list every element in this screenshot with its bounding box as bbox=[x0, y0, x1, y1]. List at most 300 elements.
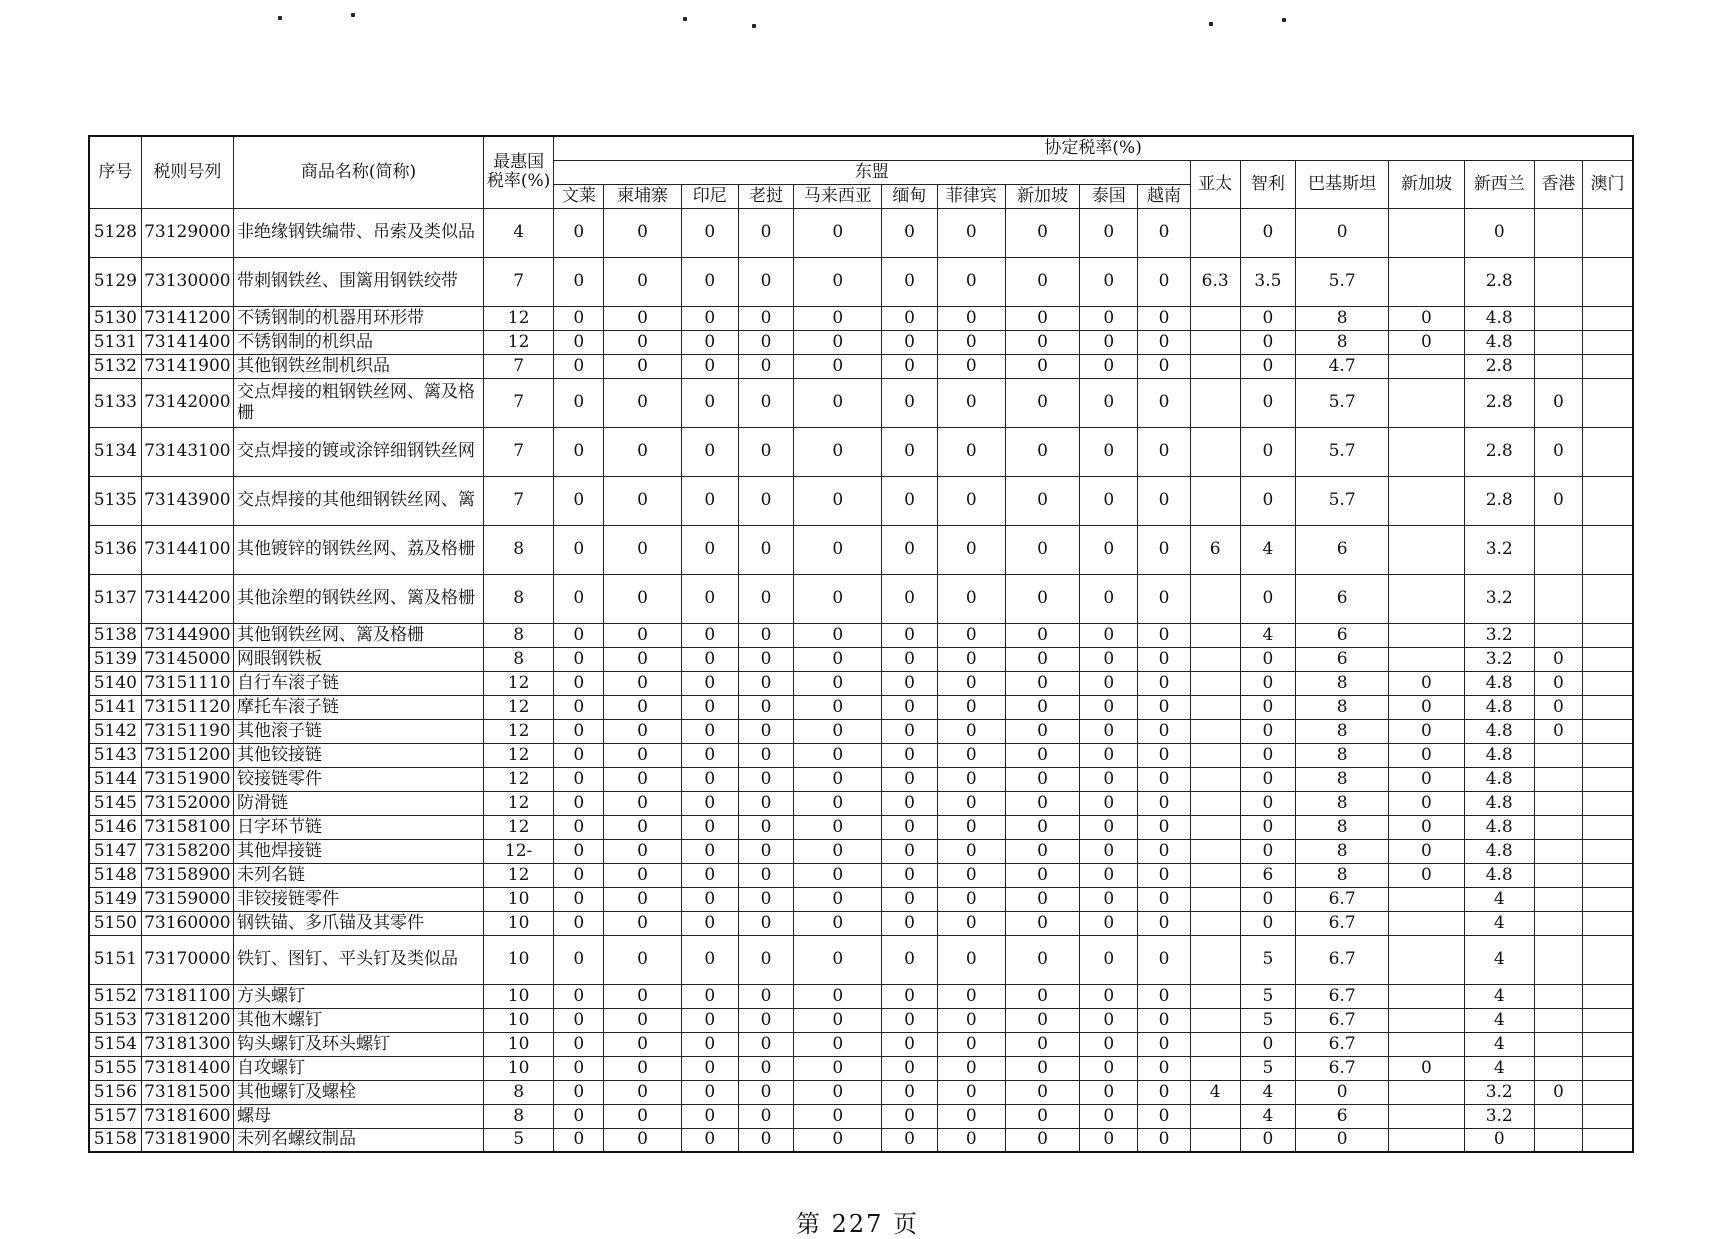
scan-speck bbox=[278, 16, 282, 20]
cell-asean-rate: 0 bbox=[681, 767, 738, 791]
cell-partner-rate bbox=[1190, 1032, 1240, 1056]
cell-partner-rate bbox=[1190, 1128, 1240, 1152]
cell-mfn: 10 bbox=[483, 935, 553, 984]
cell-asean-rate: 0 bbox=[1138, 1056, 1190, 1080]
cell-asean-rate: 0 bbox=[794, 306, 882, 330]
cell-asean-rate: 0 bbox=[1138, 1128, 1190, 1152]
cell-mfn: 7 bbox=[483, 378, 553, 427]
header-asean-member: 印尼 bbox=[681, 184, 738, 208]
cell-partner-rate: 0 bbox=[1240, 791, 1295, 815]
table-row bbox=[89, 525, 1633, 574]
table-row bbox=[89, 1104, 1633, 1128]
cell-partner-rate bbox=[1389, 1080, 1464, 1104]
cell-asean-rate: 0 bbox=[681, 911, 738, 935]
cell-asean-rate: 0 bbox=[1005, 719, 1079, 743]
cell-asean-rate: 0 bbox=[794, 815, 882, 839]
cell-asean-rate: 0 bbox=[554, 623, 604, 647]
cell-seq: 5156 bbox=[89, 1080, 141, 1104]
cell-asean-rate: 0 bbox=[794, 1104, 882, 1128]
cell-asean-rate: 0 bbox=[1138, 1032, 1190, 1056]
cell-asean-rate: 0 bbox=[681, 815, 738, 839]
cell-partner-rate: 5 bbox=[1240, 984, 1295, 1008]
cell-asean-rate: 0 bbox=[1080, 476, 1138, 525]
cell-asean-rate: 0 bbox=[738, 1128, 793, 1152]
cell-asean-rate: 0 bbox=[794, 1056, 882, 1080]
cell-asean-rate: 0 bbox=[604, 1056, 681, 1080]
cell-name: 铰接链零件 bbox=[234, 767, 484, 791]
cell-asean-rate: 0 bbox=[738, 1056, 793, 1080]
cell-asean-rate: 0 bbox=[794, 887, 882, 911]
cell-mfn: 12 bbox=[483, 815, 553, 839]
table-row bbox=[89, 574, 1633, 623]
cell-asean-rate: 0 bbox=[681, 623, 738, 647]
cell-partner-rate bbox=[1190, 815, 1240, 839]
cell-partner-rate bbox=[1190, 791, 1240, 815]
cell-partner-rate bbox=[1190, 839, 1240, 863]
header-code: 税则号列 bbox=[141, 136, 233, 208]
cell-asean-rate: 0 bbox=[738, 623, 793, 647]
cell-partner-rate: 6.7 bbox=[1295, 911, 1388, 935]
cell-partner-rate bbox=[1389, 911, 1464, 935]
header-asean-member: 越南 bbox=[1138, 184, 1190, 208]
cell-partner-rate: 0 bbox=[1240, 647, 1295, 671]
cell-asean-rate: 0 bbox=[937, 743, 1005, 767]
cell-partner-rate: 5.7 bbox=[1295, 476, 1388, 525]
cell-asean-rate: 0 bbox=[738, 815, 793, 839]
cell-asean-rate: 0 bbox=[1005, 647, 1079, 671]
cell-asean-rate: 0 bbox=[604, 719, 681, 743]
cell-partner-rate bbox=[1534, 306, 1582, 330]
cell-asean-rate: 0 bbox=[937, 695, 1005, 719]
cell-name: 其他铰接链 bbox=[234, 743, 484, 767]
cell-partner-rate bbox=[1389, 427, 1464, 476]
cell-seq: 5151 bbox=[89, 935, 141, 984]
cell-asean-rate: 0 bbox=[554, 427, 604, 476]
cell-asean-rate: 0 bbox=[604, 743, 681, 767]
cell-asean-rate: 0 bbox=[1080, 695, 1138, 719]
cell-asean-rate: 0 bbox=[794, 623, 882, 647]
cell-partner-rate bbox=[1190, 647, 1240, 671]
cell-asean-rate: 0 bbox=[681, 306, 738, 330]
cell-mfn: 10 bbox=[483, 984, 553, 1008]
table-row bbox=[89, 427, 1633, 476]
cell-partner-rate bbox=[1534, 623, 1582, 647]
cell-name: 不锈钢制的机织品 bbox=[234, 330, 484, 354]
table-row bbox=[89, 935, 1633, 984]
cell-name: 网眼钢铁板 bbox=[234, 647, 484, 671]
cell-mfn: 12 bbox=[483, 767, 553, 791]
header-partner: 新西兰 bbox=[1464, 160, 1534, 208]
cell-mfn: 10 bbox=[483, 887, 553, 911]
cell-partner-rate bbox=[1583, 839, 1633, 863]
cell-asean-rate: 0 bbox=[604, 1128, 681, 1152]
cell-partner-rate bbox=[1583, 1128, 1633, 1152]
cell-asean-rate: 0 bbox=[554, 719, 604, 743]
cell-partner-rate: 6.7 bbox=[1295, 1032, 1388, 1056]
table-row bbox=[89, 1080, 1633, 1104]
cell-asean-rate: 0 bbox=[937, 574, 1005, 623]
cell-partner-rate: 3.2 bbox=[1464, 623, 1534, 647]
cell-asean-rate: 0 bbox=[882, 984, 937, 1008]
cell-seq: 5136 bbox=[89, 525, 141, 574]
cell-partner-rate bbox=[1583, 671, 1633, 695]
table-row bbox=[89, 623, 1633, 647]
cell-asean-rate: 0 bbox=[882, 839, 937, 863]
cell-partner-rate bbox=[1534, 1008, 1582, 1032]
cell-name: 自攻螺钉 bbox=[234, 1056, 484, 1080]
cell-asean-rate: 0 bbox=[794, 1008, 882, 1032]
cell-code: 73181200 bbox=[141, 1008, 233, 1032]
cell-asean-rate: 0 bbox=[882, 623, 937, 647]
cell-name: 其他木螺钉 bbox=[234, 1008, 484, 1032]
cell-partner-rate: 6 bbox=[1295, 1104, 1388, 1128]
cell-partner-rate: 0 bbox=[1534, 1080, 1582, 1104]
cell-seq: 5150 bbox=[89, 911, 141, 935]
cell-asean-rate: 0 bbox=[1005, 476, 1079, 525]
cell-partner-rate bbox=[1190, 623, 1240, 647]
cell-partner-rate bbox=[1389, 623, 1464, 647]
cell-asean-rate: 0 bbox=[604, 1008, 681, 1032]
cell-asean-rate: 0 bbox=[738, 935, 793, 984]
cell-partner-rate: 6.7 bbox=[1295, 887, 1388, 911]
cell-partner-rate: 0 bbox=[1295, 1128, 1388, 1152]
cell-partner-rate: 0 bbox=[1240, 911, 1295, 935]
cell-partner-rate bbox=[1190, 743, 1240, 767]
cell-partner-rate: 0 bbox=[1240, 1128, 1295, 1152]
cell-mfn: 10 bbox=[483, 1008, 553, 1032]
cell-partner-rate: 4.8 bbox=[1464, 839, 1534, 863]
cell-asean-rate: 0 bbox=[604, 354, 681, 378]
cell-partner-rate: 6 bbox=[1295, 647, 1388, 671]
cell-partner-rate bbox=[1389, 984, 1464, 1008]
cell-asean-rate: 0 bbox=[604, 911, 681, 935]
cell-asean-rate: 0 bbox=[1005, 911, 1079, 935]
cell-asean-rate: 0 bbox=[554, 743, 604, 767]
cell-asean-rate: 0 bbox=[554, 671, 604, 695]
cell-partner-rate: 0 bbox=[1534, 427, 1582, 476]
cell-asean-rate: 0 bbox=[681, 935, 738, 984]
cell-partner-rate: 4 bbox=[1190, 1080, 1240, 1104]
cell-asean-rate: 0 bbox=[681, 743, 738, 767]
cell-asean-rate: 0 bbox=[937, 984, 1005, 1008]
header-partner: 亚太 bbox=[1190, 160, 1240, 208]
table-row bbox=[89, 1056, 1633, 1080]
cell-asean-rate: 0 bbox=[1138, 1080, 1190, 1104]
cell-asean-rate: 0 bbox=[554, 208, 604, 257]
cell-asean-rate: 0 bbox=[1005, 695, 1079, 719]
cell-code: 73181100 bbox=[141, 984, 233, 1008]
cell-partner-rate bbox=[1190, 911, 1240, 935]
cell-partner-rate bbox=[1583, 791, 1633, 815]
cell-partner-rate: 0 bbox=[1534, 719, 1582, 743]
cell-partner-rate: 4.8 bbox=[1464, 306, 1534, 330]
cell-asean-rate: 0 bbox=[1080, 863, 1138, 887]
cell-asean-rate: 0 bbox=[681, 1080, 738, 1104]
cell-asean-rate: 0 bbox=[604, 671, 681, 695]
cell-asean-rate: 0 bbox=[882, 1128, 937, 1152]
cell-code: 73141200 bbox=[141, 306, 233, 330]
cell-asean-rate: 0 bbox=[1080, 984, 1138, 1008]
cell-seq: 5152 bbox=[89, 984, 141, 1008]
cell-partner-rate: 0 bbox=[1240, 671, 1295, 695]
cell-partner-rate: 3.5 bbox=[1240, 257, 1295, 306]
cell-asean-rate: 0 bbox=[681, 647, 738, 671]
cell-asean-rate: 0 bbox=[1080, 427, 1138, 476]
cell-code: 73129000 bbox=[141, 208, 233, 257]
cell-code: 73151190 bbox=[141, 719, 233, 743]
cell-seq: 5146 bbox=[89, 815, 141, 839]
cell-asean-rate: 0 bbox=[738, 887, 793, 911]
cell-partner-rate: 0 bbox=[1534, 476, 1582, 525]
cell-partner-rate bbox=[1190, 767, 1240, 791]
cell-mfn: 12 bbox=[483, 791, 553, 815]
cell-asean-rate: 0 bbox=[1138, 815, 1190, 839]
table-row bbox=[89, 354, 1633, 378]
cell-asean-rate: 0 bbox=[1005, 815, 1079, 839]
cell-mfn: 7 bbox=[483, 257, 553, 306]
cell-asean-rate: 0 bbox=[937, 911, 1005, 935]
table-row bbox=[89, 743, 1633, 767]
cell-asean-rate: 0 bbox=[738, 671, 793, 695]
cell-asean-rate: 0 bbox=[1005, 935, 1079, 984]
cell-asean-rate: 0 bbox=[554, 330, 604, 354]
cell-asean-rate: 0 bbox=[882, 525, 937, 574]
cell-partner-rate: 2.8 bbox=[1464, 476, 1534, 525]
cell-name: 铁钉、图钉、平头钉及类似品 bbox=[234, 935, 484, 984]
cell-asean-rate: 0 bbox=[554, 378, 604, 427]
cell-partner-rate: 4 bbox=[1240, 1080, 1295, 1104]
cell-partner-rate bbox=[1389, 208, 1464, 257]
table-row bbox=[89, 647, 1633, 671]
cell-partner-rate bbox=[1389, 354, 1464, 378]
cell-partner-rate: 8 bbox=[1295, 330, 1388, 354]
cell-partner-rate: 0 bbox=[1389, 767, 1464, 791]
cell-asean-rate: 0 bbox=[1138, 695, 1190, 719]
cell-asean-rate: 0 bbox=[1080, 623, 1138, 647]
cell-partner-rate: 6 bbox=[1295, 623, 1388, 647]
cell-asean-rate: 0 bbox=[604, 427, 681, 476]
cell-code: 73158200 bbox=[141, 839, 233, 863]
cell-partner-rate: 6.7 bbox=[1295, 935, 1388, 984]
cell-partner-rate bbox=[1190, 354, 1240, 378]
cell-asean-rate: 0 bbox=[1138, 984, 1190, 1008]
cell-mfn: 7 bbox=[483, 354, 553, 378]
cell-partner-rate: 8 bbox=[1295, 815, 1388, 839]
cell-asean-rate: 0 bbox=[554, 1008, 604, 1032]
cell-partner-rate: 0 bbox=[1240, 815, 1295, 839]
cell-partner-rate: 4.8 bbox=[1464, 863, 1534, 887]
cell-asean-rate: 0 bbox=[1138, 719, 1190, 743]
cell-partner-rate: 4 bbox=[1464, 1008, 1534, 1032]
cell-partner-rate bbox=[1389, 378, 1464, 427]
cell-asean-rate: 0 bbox=[1080, 671, 1138, 695]
cell-partner-rate: 4.8 bbox=[1464, 671, 1534, 695]
cell-partner-rate bbox=[1389, 1128, 1464, 1152]
cell-asean-rate: 0 bbox=[1005, 574, 1079, 623]
table-row bbox=[89, 330, 1633, 354]
cell-asean-rate: 0 bbox=[1138, 306, 1190, 330]
cell-asean-rate: 0 bbox=[1138, 574, 1190, 623]
cell-code: 73158100 bbox=[141, 815, 233, 839]
cell-asean-rate: 0 bbox=[554, 984, 604, 1008]
cell-partner-rate: 2.8 bbox=[1464, 257, 1534, 306]
cell-asean-rate: 0 bbox=[794, 863, 882, 887]
cell-partner-rate: 6 bbox=[1190, 525, 1240, 574]
cell-code: 73152000 bbox=[141, 791, 233, 815]
cell-partner-rate bbox=[1583, 647, 1633, 671]
cell-asean-rate: 0 bbox=[681, 671, 738, 695]
cell-asean-rate: 0 bbox=[1005, 354, 1079, 378]
cell-asean-rate: 0 bbox=[882, 208, 937, 257]
cell-asean-rate: 0 bbox=[1080, 647, 1138, 671]
header-asean-member: 老挝 bbox=[738, 184, 793, 208]
cell-asean-rate: 0 bbox=[604, 695, 681, 719]
cell-code: 73181500 bbox=[141, 1080, 233, 1104]
cell-asean-rate: 0 bbox=[1005, 671, 1079, 695]
cell-code: 73158900 bbox=[141, 863, 233, 887]
cell-partner-rate bbox=[1534, 1056, 1582, 1080]
cell-partner-rate bbox=[1190, 330, 1240, 354]
cell-seq: 5147 bbox=[89, 839, 141, 863]
cell-asean-rate: 0 bbox=[1138, 767, 1190, 791]
cell-partner-rate: 8 bbox=[1295, 743, 1388, 767]
cell-asean-rate: 0 bbox=[794, 1032, 882, 1056]
cell-partner-rate bbox=[1389, 257, 1464, 306]
cell-name: 其他钢铁丝网、篱及格栅 bbox=[234, 623, 484, 647]
cell-asean-rate: 0 bbox=[1138, 887, 1190, 911]
cell-partner-rate: 0 bbox=[1240, 476, 1295, 525]
cell-mfn: 8 bbox=[483, 1080, 553, 1104]
cell-asean-rate: 0 bbox=[1005, 1128, 1079, 1152]
cell-seq: 5129 bbox=[89, 257, 141, 306]
cell-mfn: 12 bbox=[483, 330, 553, 354]
cell-asean-rate: 0 bbox=[604, 767, 681, 791]
cell-asean-rate: 0 bbox=[738, 839, 793, 863]
cell-partner-rate: 4 bbox=[1464, 935, 1534, 984]
cell-mfn: 12 bbox=[483, 671, 553, 695]
cell-code: 73141900 bbox=[141, 354, 233, 378]
cell-asean-rate: 0 bbox=[604, 306, 681, 330]
cell-name: 其他滚子链 bbox=[234, 719, 484, 743]
cell-seq: 5153 bbox=[89, 1008, 141, 1032]
cell-asean-rate: 0 bbox=[1080, 767, 1138, 791]
cell-asean-rate: 0 bbox=[1080, 1104, 1138, 1128]
cell-asean-rate: 0 bbox=[937, 354, 1005, 378]
cell-asean-rate: 0 bbox=[1138, 476, 1190, 525]
cell-asean-rate: 0 bbox=[738, 525, 793, 574]
cell-partner-rate bbox=[1583, 887, 1633, 911]
table-row bbox=[89, 1128, 1633, 1152]
cell-partner-rate: 0 bbox=[1240, 208, 1295, 257]
cell-asean-rate: 0 bbox=[1080, 574, 1138, 623]
cell-partner-rate bbox=[1534, 767, 1582, 791]
cell-asean-rate: 0 bbox=[882, 887, 937, 911]
cell-asean-rate: 0 bbox=[937, 208, 1005, 257]
scan-speck bbox=[752, 24, 756, 28]
cell-asean-rate: 0 bbox=[882, 935, 937, 984]
cell-mfn: 12- bbox=[483, 839, 553, 863]
cell-asean-rate: 0 bbox=[604, 1032, 681, 1056]
cell-partner-rate bbox=[1534, 911, 1582, 935]
header-partner: 智利 bbox=[1240, 160, 1295, 208]
cell-name: 交点焊接的镀或涂锌细钢铁丝网 bbox=[234, 427, 484, 476]
table-row bbox=[89, 839, 1633, 863]
cell-partner-rate: 0 bbox=[1295, 208, 1388, 257]
cell-partner-rate bbox=[1190, 984, 1240, 1008]
cell-partner-rate: 0 bbox=[1240, 695, 1295, 719]
cell-asean-rate: 0 bbox=[681, 1032, 738, 1056]
cell-asean-rate: 0 bbox=[1080, 911, 1138, 935]
cell-partner-rate bbox=[1583, 378, 1633, 427]
cell-partner-rate: 2.8 bbox=[1464, 354, 1534, 378]
cell-asean-rate: 0 bbox=[681, 330, 738, 354]
cell-asean-rate: 0 bbox=[1138, 791, 1190, 815]
cell-partner-rate: 3.2 bbox=[1464, 1104, 1534, 1128]
cell-seq: 5144 bbox=[89, 767, 141, 791]
cell-name: 防滑链 bbox=[234, 791, 484, 815]
page-number: 第 227 页 bbox=[795, 1210, 920, 1238]
cell-partner-rate: 0 bbox=[1389, 306, 1464, 330]
cell-asean-rate: 0 bbox=[1005, 525, 1079, 574]
cell-code: 73159000 bbox=[141, 887, 233, 911]
cell-partner-rate: 6 bbox=[1240, 863, 1295, 887]
cell-partner-rate bbox=[1190, 863, 1240, 887]
cell-asean-rate: 0 bbox=[882, 1080, 937, 1104]
table-row bbox=[89, 208, 1633, 257]
cell-partner-rate bbox=[1534, 525, 1582, 574]
cell-partner-rate: 0 bbox=[1464, 208, 1534, 257]
cell-asean-rate: 0 bbox=[794, 695, 882, 719]
cell-partner-rate bbox=[1583, 935, 1633, 984]
cell-asean-rate: 0 bbox=[604, 1080, 681, 1104]
cell-mfn: 10 bbox=[483, 911, 553, 935]
cell-partner-rate: 6 bbox=[1295, 574, 1388, 623]
cell-partner-rate: 0 bbox=[1389, 330, 1464, 354]
cell-partner-rate bbox=[1389, 1104, 1464, 1128]
cell-partner-rate: 0 bbox=[1240, 743, 1295, 767]
cell-asean-rate: 0 bbox=[794, 719, 882, 743]
table-row bbox=[89, 1008, 1633, 1032]
cell-seq: 5155 bbox=[89, 1056, 141, 1080]
cell-partner-rate: 0 bbox=[1240, 574, 1295, 623]
cell-asean-rate: 0 bbox=[681, 378, 738, 427]
cell-partner-rate bbox=[1583, 1104, 1633, 1128]
cell-asean-rate: 0 bbox=[604, 525, 681, 574]
cell-asean-rate: 0 bbox=[937, 427, 1005, 476]
cell-partner-rate bbox=[1389, 1008, 1464, 1032]
cell-seq: 5128 bbox=[89, 208, 141, 257]
cell-asean-rate: 0 bbox=[1138, 743, 1190, 767]
cell-asean-rate: 0 bbox=[882, 574, 937, 623]
cell-partner-rate bbox=[1583, 306, 1633, 330]
cell-partner-rate bbox=[1583, 767, 1633, 791]
cell-asean-rate: 0 bbox=[604, 935, 681, 984]
cell-code: 73170000 bbox=[141, 935, 233, 984]
cell-partner-rate: 3.2 bbox=[1464, 1080, 1534, 1104]
cell-asean-rate: 0 bbox=[738, 306, 793, 330]
cell-name: 方头螺钉 bbox=[234, 984, 484, 1008]
cell-asean-rate: 0 bbox=[554, 1032, 604, 1056]
cell-asean-rate: 0 bbox=[554, 476, 604, 525]
cell-asean-rate: 0 bbox=[1138, 647, 1190, 671]
cell-asean-rate: 0 bbox=[937, 863, 1005, 887]
cell-partner-rate bbox=[1190, 1056, 1240, 1080]
cell-partner-rate bbox=[1583, 476, 1633, 525]
cell-code: 73181600 bbox=[141, 1104, 233, 1128]
cell-asean-rate: 0 bbox=[604, 863, 681, 887]
table-row bbox=[89, 791, 1633, 815]
cell-partner-rate bbox=[1583, 984, 1633, 1008]
